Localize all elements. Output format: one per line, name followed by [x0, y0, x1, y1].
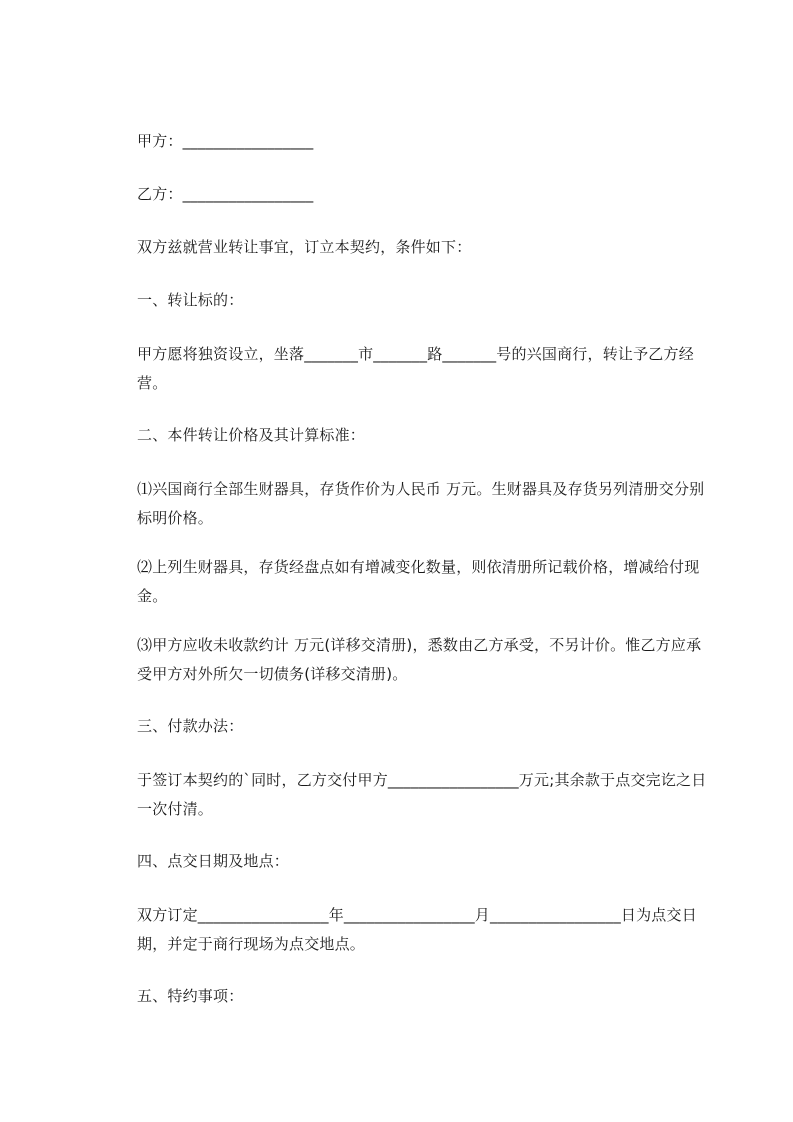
- section3-heading: 三、付款办法：: [137, 717, 244, 735]
- section2-heading: 二、本件转让价格及其计算标准：: [137, 426, 366, 444]
- section2-item2: ⑵上列生财器具，存货经盘点如有增减变化数量，则依清册所记载价格，增减给付现金。: [137, 558, 700, 605]
- section5-heading: 五、特约事项：: [137, 987, 244, 1005]
- party-b-line: 乙方：_________________: [137, 185, 314, 203]
- section4-heading: 四、点交日期及地点：: [137, 852, 290, 870]
- party-a-line: 甲方：_________________: [137, 132, 314, 150]
- section1-body: 甲方愿将独资设立，坐落_______市_______路_______号的兴国商行，转让予乙方经营。: [137, 345, 694, 392]
- intro-text: 双方兹就营业转让事宜，订立本契约，条件如下：: [137, 238, 472, 256]
- section2-item3: ⑶甲方应收未收款约计 万元(详移交清册)，悉数由乙方承受，不另计价。惟乙方应承受甲方对外所欠一切债务(详移交清册)。: [137, 636, 702, 683]
- section2-item1: ⑴兴国商行全部生财器具，存货作价为人民币 万元。生财器具及存货另列清册交分别标明价格。: [137, 480, 705, 527]
- section3-body: 于签订本契约的`同时，乙方交付甲方_________________万元;其余款于点交完讫之日一次付清。: [137, 771, 707, 818]
- section4-body: 双方订定_________________年_________________月_________________日为点交日期，并定于商行现场为点交地点。: [137, 906, 697, 953]
- section1-heading: 一、转让标的：: [137, 291, 244, 309]
